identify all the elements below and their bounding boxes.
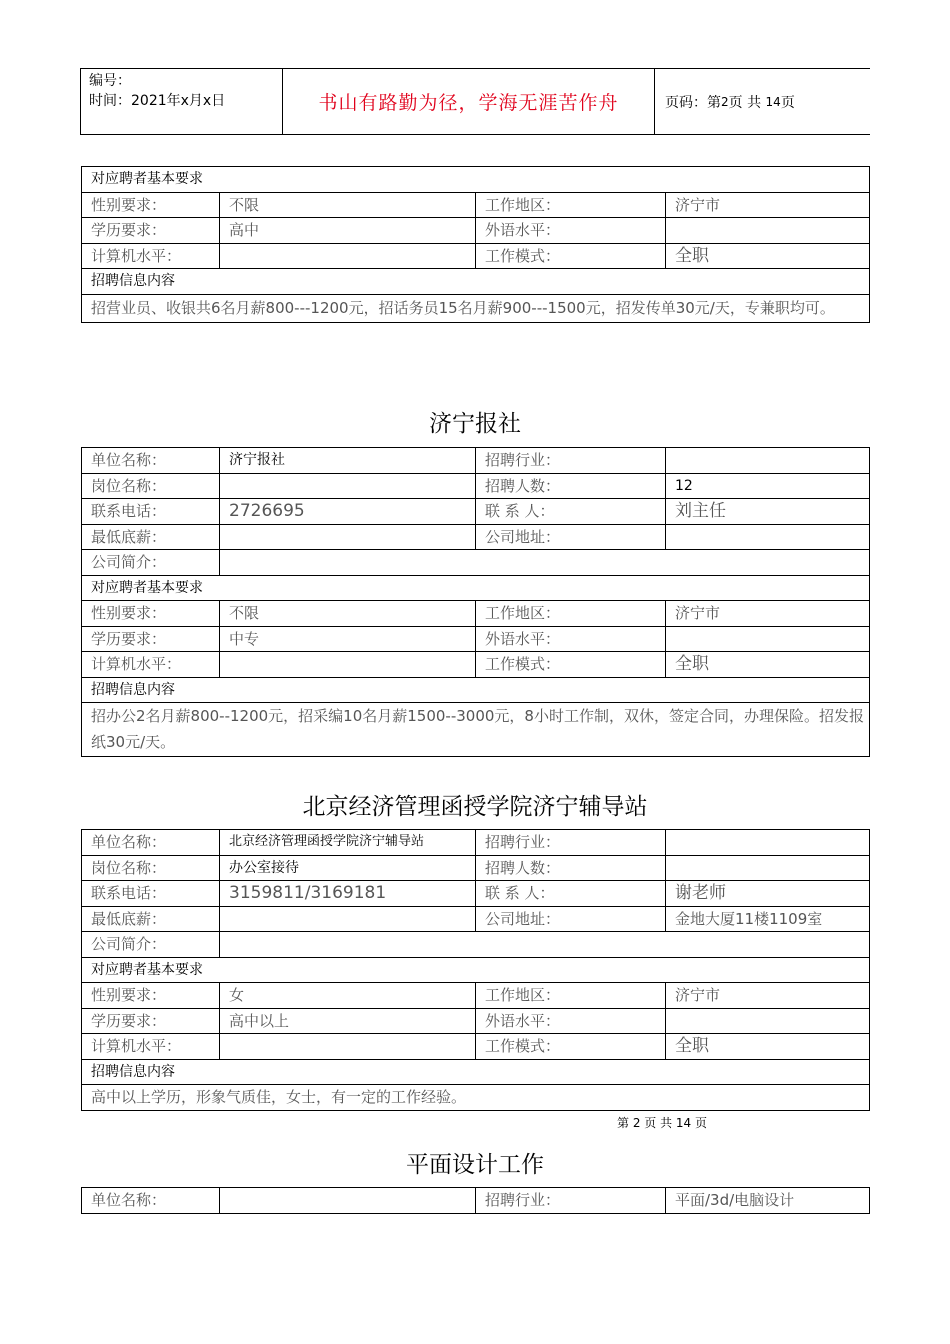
gender-label: 性别要求：: [82, 983, 220, 1009]
contact-value: 谢老师: [666, 881, 870, 907]
salary-value: [220, 906, 476, 932]
computer-value: [220, 652, 476, 678]
company-label: 单位名称：: [82, 830, 220, 856]
computer-value: [220, 243, 476, 269]
mode-value: 全职: [666, 652, 870, 678]
req-section-heading: 对应聘者基本要求: [82, 167, 870, 193]
info-content: 招办公2名月薪800--1200元，招采编10名月薪1500--3000元，8小时工作制，双休，签定合同，办理保险。招发报纸30元/天。: [82, 703, 870, 757]
area-label: 工作地区：: [476, 192, 666, 218]
area-value: 济宁市: [666, 983, 870, 1009]
edu-label: 学历要求：: [82, 626, 220, 652]
computer-label: 计算机水平：: [82, 652, 220, 678]
lang-value: [666, 218, 870, 244]
info-content: 高中以上学历，形象气质佳，女士，有一定的工作经验。: [82, 1085, 870, 1111]
phone-label: 联系电话：: [82, 499, 220, 525]
req-section-heading: 对应聘者基本要求: [82, 575, 870, 601]
salary-value: [220, 524, 476, 550]
mode-value: 全职: [666, 1034, 870, 1060]
phone-value: 2726695: [220, 499, 476, 525]
page-mid: 页 共: [728, 94, 762, 111]
contact-label: 联 系 人：: [476, 881, 666, 907]
gender-value: 不限: [220, 192, 476, 218]
area-value: 济宁市: [666, 192, 870, 218]
salary-label: 最低底薪：: [82, 906, 220, 932]
phone-value: 3159811/3169181: [220, 881, 476, 907]
phone-label: 联系电话：: [82, 881, 220, 907]
area-label: 工作地区：: [476, 983, 666, 1009]
edu-value: 高中以上: [220, 1008, 476, 1034]
intro-value: [220, 550, 870, 576]
address-label: 公司地址：: [476, 906, 666, 932]
intro-label: 公司简介：: [82, 932, 220, 958]
area-label: 工作地区：: [476, 601, 666, 627]
industry-label: 招聘行业：: [476, 1188, 666, 1214]
edu-label: 学历要求：: [82, 218, 220, 244]
req-section-heading: 对应聘者基本要求: [82, 957, 870, 983]
company-value: 济宁报社: [220, 448, 476, 474]
gender-label: 性别要求：: [82, 601, 220, 627]
header-page: [655, 69, 870, 134]
industry-value: [666, 830, 870, 856]
position-label: 岗位名称：: [82, 473, 220, 499]
page-total: 14: [765, 94, 781, 109]
industry-label: 招聘行业：: [476, 830, 666, 856]
edu-value: 高中: [220, 218, 476, 244]
lang-value: [666, 626, 870, 652]
computer-label: 计算机水平：: [82, 243, 220, 269]
lang-label: 外语水平：: [476, 1008, 666, 1034]
mode-label: 工作模式：: [476, 652, 666, 678]
page-header: [80, 68, 870, 135]
header-meta: [81, 69, 283, 134]
page-num: 2: [721, 94, 729, 109]
lang-value: [666, 1008, 870, 1034]
industry-value: [666, 448, 870, 474]
info-content: 招营业员、收银共6名月薪800---1200元，招话务员15名月薪900---1500元，招发传单30元/天，专兼职均可。: [82, 294, 870, 322]
info-section-heading: 招聘信息内容: [82, 1059, 870, 1085]
address-value: 金地大厦11楼1109室: [666, 906, 870, 932]
page-prefix: 页码：第: [665, 94, 721, 111]
mode-label: 工作模式：: [476, 1034, 666, 1060]
doc-time: 时间：2021年x月x日: [89, 93, 226, 109]
company-title: 北京经济管理函授学院济宁辅导站: [302, 794, 648, 820]
doc-code: 编号：: [89, 73, 131, 89]
contact-value: 刘主任: [666, 499, 870, 525]
gender-label: 性别要求：: [82, 192, 220, 218]
industry-label: 招聘行业：: [476, 448, 666, 474]
position-value: 办公室接待: [220, 855, 476, 881]
header-motto: 书山有路勤为径，学海无涯苦作舟: [283, 69, 655, 134]
info-section-heading: 招聘信息内容: [82, 269, 870, 295]
info-section-heading: 招聘信息内容: [82, 677, 870, 703]
count-label: 招聘人数：: [476, 855, 666, 881]
job-table: [81, 447, 870, 757]
area-value: 济宁市: [666, 601, 870, 627]
page-footer: 第 2 页 共 14 页: [617, 1116, 707, 1130]
address-value: [666, 524, 870, 550]
industry-value: 平面/3d/电脑设计: [666, 1188, 870, 1214]
lang-label: 外语水平：: [476, 626, 666, 652]
company-title: 济宁报社: [429, 411, 521, 437]
job-table: [81, 829, 870, 1111]
company-value: [220, 1188, 476, 1214]
edu-label: 学历要求：: [82, 1008, 220, 1034]
count-value: 12: [666, 473, 870, 499]
mode-value: 全职: [666, 243, 870, 269]
company-value: 北京经济管理函授学院济宁辅导站: [220, 830, 476, 856]
intro-label: 公司简介：: [82, 550, 220, 576]
count-label: 招聘人数：: [476, 473, 666, 499]
page-suffix: 页: [780, 94, 795, 111]
position-value: [220, 473, 476, 499]
count-value: [666, 855, 870, 881]
salary-label: 最低底薪：: [82, 524, 220, 550]
edu-value: 中专: [220, 626, 476, 652]
gender-value: 不限: [220, 601, 476, 627]
computer-label: 计算机水平：: [82, 1034, 220, 1060]
job-table-continued: [81, 166, 870, 323]
company-title: 平面设计工作: [406, 1152, 544, 1178]
job-table: [81, 1187, 870, 1214]
computer-value: [220, 1034, 476, 1060]
intro-value: [220, 932, 870, 958]
contact-label: 联 系 人：: [476, 499, 666, 525]
address-label: 公司地址：: [476, 524, 666, 550]
mode-label: 工作模式：: [476, 243, 666, 269]
company-label: 单位名称：: [82, 448, 220, 474]
position-label: 岗位名称：: [82, 855, 220, 881]
gender-value: 女: [220, 983, 476, 1009]
lang-label: 外语水平：: [476, 218, 666, 244]
company-label: 单位名称：: [82, 1188, 220, 1214]
